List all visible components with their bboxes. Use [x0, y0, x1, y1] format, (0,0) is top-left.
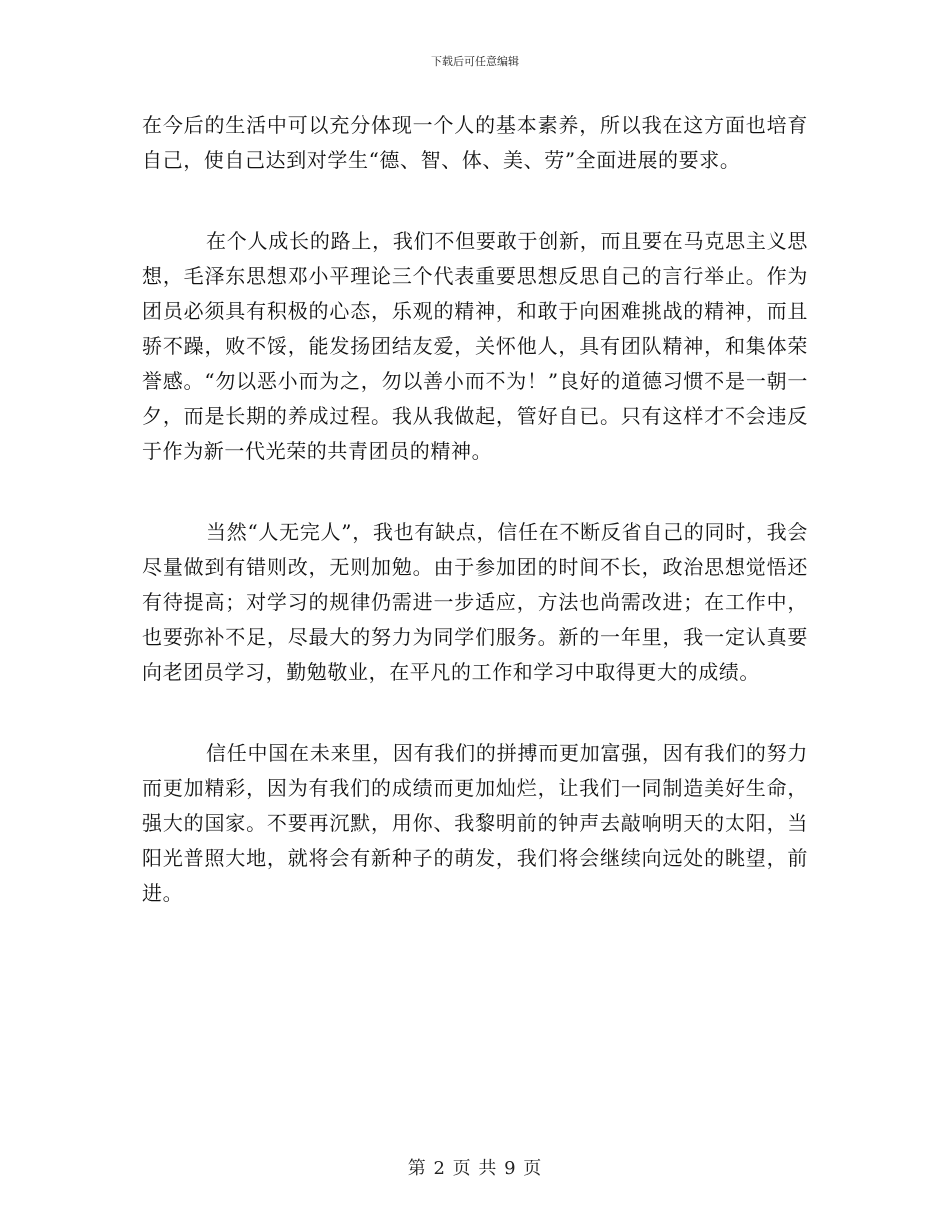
paragraph-2: 在个人成长的路上，我们不但要敢于创新，而且要在马克思主义思想，毛泽东思想邓小平理论三个代表重要思想反思自己的言行举止。作为团员必须具有积极的心态，乐观的精神，和敢于向困难挑战的精神，而且骄不躁，败不馁，能发扬团结友爱，关怀他人，具有团队精神，和集体荣誉感。“勿以恶小而为之，勿以善小而不为！”良好的道德习惯不是一朝一夕，而是长期的养成过程。我从我做起，管好自已。只有这样才不会违反于作为新一代光荣的共青团员的精神。 [142, 229, 808, 463]
paragraph-4: 信任中国在未来里，因有我们的拼搏而更加富强，因有我们的努力而更加精彩，因为有我们的成绩而更加灿烂，让我们一同制造美好生命，强大的国家。不要再沉默，用你、我黎明前的钟声去敲响明天的太阳，当阳光普照大地，就将会有新种子的萌发，我们将会继续向远处的眺望，前进。 [142, 741, 808, 905]
header-note: 下载后可任意编辑 [431, 55, 519, 68]
paragraph-3: 当然“人无完人”，我也有缺点，信任在不断反省自己的同时，我会尽量做到有错则改，无则加勉。由于参加团的时间不长，政治思想觉悟还有待提高；对学习的规律仍需进一步适应，方法也尚需改进；在工作中，也要弥补不足，尽最大的努力为同学们服务。新的一年里，我一定认真要向老团员学习，勤勉敬业，在平凡的工作和学习中取得更大的成绩。 [142, 520, 808, 684]
page-number-footer: 第 2 页 共 9 页 [407, 1158, 543, 1179]
paragraph-1: 在今后的生活中可以充分体现一个人的基本素养，所以我在这方面也培育自己，使自己达到对学生“德、智、体、美、劳”全面进展的要求。 [142, 113, 808, 172]
document-body [142, 108, 808, 957]
